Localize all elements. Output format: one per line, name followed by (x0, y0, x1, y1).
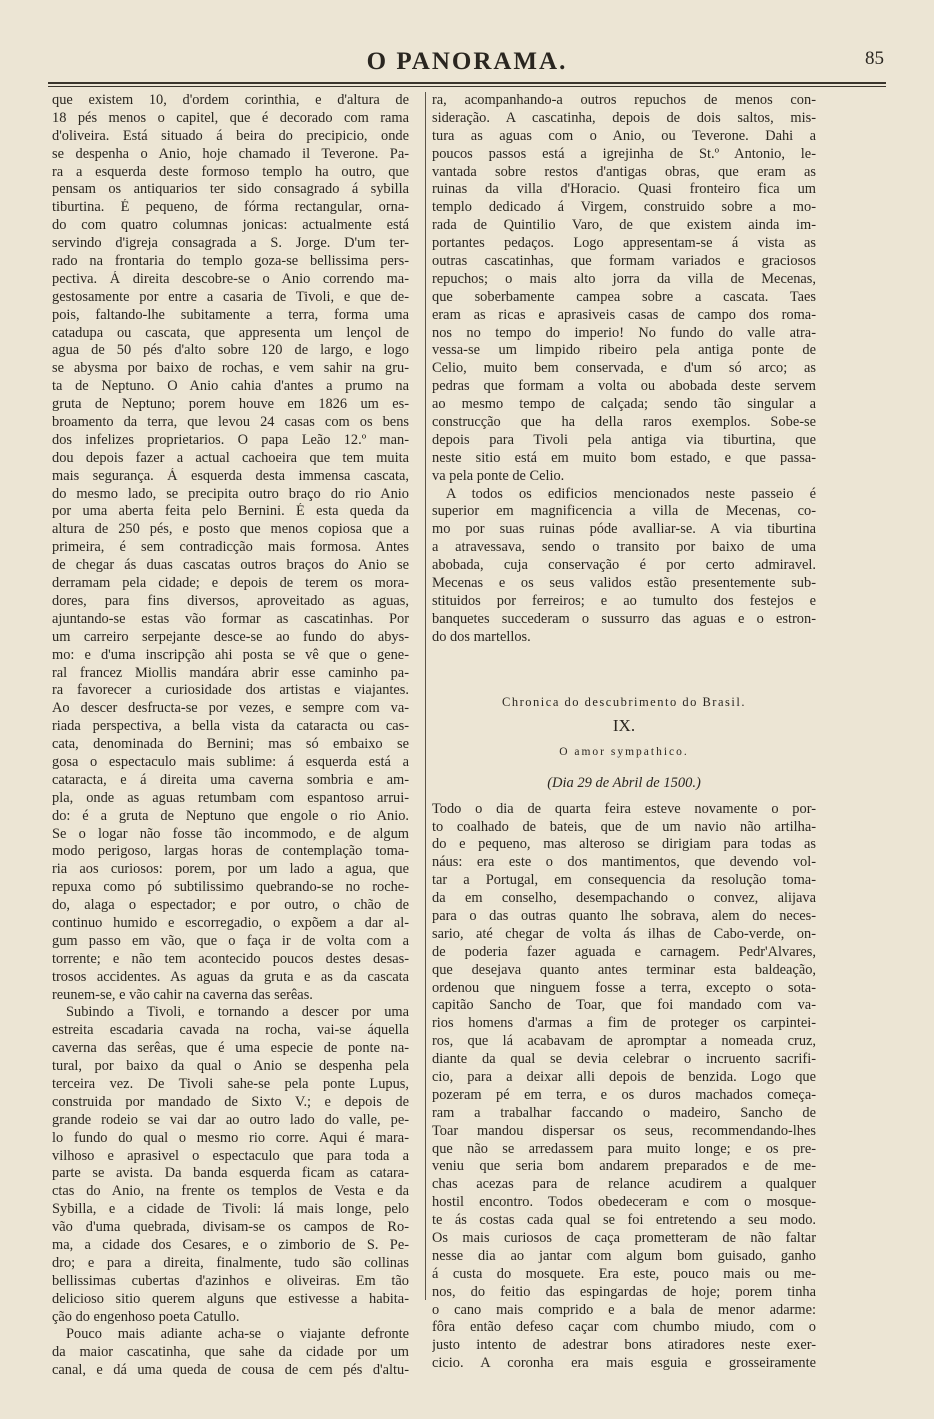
text-line: Os mais curiosos de caça prometteram de não faltar (432, 1229, 816, 1246)
text-line: tura as aguas com o Anio, ou Teverone. Dahi a (432, 127, 816, 144)
text-line: stituidos por ferreiros; e ao tumulto dos festejos e (432, 592, 816, 609)
text-line: que desejava quanto antes terminar esta baldeação, (432, 961, 816, 978)
section-date: (Dia 29 de Abril de 1500.) (547, 774, 701, 791)
text-line: do e pequeno, mas alteroso se dirigiam para todas as (432, 836, 816, 853)
page-number: 85 (865, 48, 884, 69)
section-spacer (432, 647, 816, 691)
text-line: diante da qual se devia celebrar o incruento sacrifi- (432, 1051, 816, 1068)
text-line: repuchos; o mais alto jorra da villa de Mecenas, (432, 270, 816, 287)
text-line: d'oliveira. Está situado á beira do precipicio, onde (52, 127, 409, 144)
text-line: caverna das serêas, que é uma especie de ponte na- (52, 1040, 409, 1057)
text-line: que soberbamente campea sobre a cascata. Taes (432, 288, 816, 305)
text-line: primeira, é sem contradicção mais formosa. Antes (52, 539, 409, 556)
text-line: servindo d'igreja consagrada a S. Jorge. D'um ter- (52, 235, 409, 252)
header-rule-thin (48, 86, 886, 87)
text-line: Todo o dia de quarta feira esteve novamente o por- (432, 800, 816, 817)
left-column (52, 92, 409, 1380)
text-line: estreita escadaria cavada na rocha, vai-se áquella (52, 1022, 409, 1039)
text-line: depois para Tivoli pela antiga via tiburtina, que (432, 431, 816, 448)
section-subtitle: O amor sympathico. (559, 745, 689, 758)
text-line: ta de Neptuno. O Anio cahia d'antes a prumo na (52, 378, 409, 395)
text-line: da em conselho, desempachando o convez, alijava (432, 890, 816, 907)
right-column-bottom-text (432, 801, 816, 1374)
text-line: lo fundo do qual o mesmo rio corre. Aqui é mara- (52, 1129, 409, 1146)
text-line: pois, faltando-lhe subitamente a terra, forma uma (52, 306, 409, 323)
text-line: construida por mandado de Sixto V.; e depois de (52, 1093, 409, 1110)
text-line: torrente; e não tem acontecido poucos destes desas- (52, 950, 409, 967)
text-line: sideração. A cascatinha, depois de dois saltos, mis- (432, 109, 816, 126)
text-line: cio, para a deixar alli depois de benzida. Logo que (432, 1068, 816, 1085)
text-line: cata, denominada do Bernini; mas só embaixo se (52, 736, 409, 753)
text-line: banquetes succederam o sussurro das aguas e o estron- (432, 610, 816, 627)
text-line: pensam os antiquarios ter sido consagrado á sybilla (52, 181, 409, 198)
text-line: mais segurança. Á esquerda desta immensa cascata, (52, 467, 409, 484)
text-line: que não se arredassem para muito longe; e os pre- (432, 1140, 816, 1157)
text-line: agua de 50 pés d'alto sobre 120 de largo, e logo (52, 342, 409, 359)
text-line: canal, e dá uma queda de cousa de cem pés d'altu- (52, 1362, 409, 1379)
text-line: poucos passos está a igrejinha de St.º Antonio, le- (432, 145, 816, 162)
text-line: Sybilla, e a cidade de Tivoli: lá mais longe, pelo (52, 1201, 409, 1218)
text-line: veniu que seria bom andarem preparados e de me- (432, 1158, 816, 1175)
text-line: nesse dia ao jantar com algum bom guisado, ganho (432, 1247, 816, 1264)
text-line: tiburtina. É pequeno, de fórma rectangular, orna- (52, 199, 409, 216)
text-line: á custa do mosquete. Era este, pouco mais ou me- (432, 1265, 816, 1282)
text-line: Mecenas e os seus validos estão presentemente sub- (432, 575, 816, 592)
text-line: o cano mais comprido e a bala de menor adarme: (432, 1301, 816, 1318)
text-line: dores, para fins diversos, aproveitado as aguas, (52, 592, 409, 609)
text-line: rada de Quintilio Varo, de que existem ainda im- (432, 217, 816, 234)
text-line: dou depois fazer a actual cachoeira que tem muita (52, 449, 409, 466)
text-line: ra favorecer a curiosidade dos artistas e viajantes. (52, 682, 409, 699)
text-line: se despenha o Anio, hoje chamado il Teverone. Pa- (52, 145, 409, 162)
text-line: Se o logar não fosse tão incommodo, e de algum (52, 825, 409, 842)
text-line: do dos martellos. (432, 628, 531, 645)
text-line: vão d'uma quebrada, divisam-se os campos de Ro- (52, 1219, 409, 1236)
text-line: ordenou que ninguem fosse a terra, excepto o sota- (432, 979, 816, 996)
text-line: vessa-se um limpido ribeiro pela antiga ponte de (432, 342, 816, 359)
text-line: sario, até chegar de volta ás ilhas de Cabo-verde, on- (432, 925, 816, 942)
text-line: gosa o espectaculo mais sublime: á esquerda está a (52, 753, 409, 770)
text-line: pozeram pé em terra, e os duros machados começa- (432, 1086, 816, 1103)
text-line: fôra então defeso caçar com chumbo miudo, com o (432, 1319, 816, 1336)
text-line: parte se avista. Da banda esquerda ficam as catara- (52, 1165, 409, 1182)
text-line: modo perigoso, largas horas de contemplação toma- (52, 843, 409, 860)
text-line: va pela ponte de Celio. (432, 467, 565, 484)
text-line: ma, a cidade dos Cesares, e o zimborio de S. Pe- (52, 1237, 409, 1253)
text-line: que existem 10, d'ordem corinthia, e d'altura de (52, 92, 409, 108)
text-line: Ao descer desfructa-se por vezes, e sempre com va- (52, 700, 409, 717)
text-line: derramam pela cidade; e depois de terem os mora- (52, 575, 409, 592)
text-line: gum passo em vão, que o faça ir de volta com a (52, 932, 409, 949)
text-line: cataracta, e á direita uma caverna sombria e am- (52, 771, 409, 788)
text-line: Pouco mais adiante acha-se o viajante defronte (66, 1326, 409, 1343)
text-line: ra a esquerda deste formoso templo ha outro, que (52, 163, 409, 180)
text-line: gestosamente por entre a casaria de Tivoli, e que de- (52, 288, 409, 305)
text-line: gruta de Neptuno; porem houve em 1826 um es- (52, 396, 409, 413)
text-line: justo intento de adestrar bons atiradores neste exer- (432, 1337, 816, 1354)
text-line: chas acezas para de relance acudirem a qualquer (432, 1176, 816, 1193)
column-divider (425, 92, 426, 1300)
text-line: te ás costas cada qual se foi entretendo a seu modo. (432, 1212, 816, 1229)
text-line: ram a trabalhar faccando o madeiro, Sancho de (432, 1104, 816, 1121)
text-line: pectiva. Á direita descobre-se o Anio correndo ma- (52, 270, 409, 287)
text-line: ção do engenhoso poeta Catullo. (52, 1308, 240, 1325)
text-line: do mesmo lado, se precipita outro braço do rio Anio (52, 485, 409, 502)
text-line: rios homens d'armas a fim de proteger os carpintei- (432, 1015, 816, 1032)
text-line: superior em magnificencia a villa de Mecenas, co- (432, 503, 816, 520)
text-line: do com quatro columnas jonicas: actualmente está (52, 217, 409, 234)
text-line: neste sitio está em muito bom estado, e que passa- (432, 449, 816, 466)
page-title: O PANORAMA. (366, 48, 568, 75)
text-line: catadupa ou cascata, que appresenta um lençol de (52, 324, 409, 341)
header-rule (48, 82, 886, 84)
text-line: hostil encontro. Todos obedeceram e com o mosque- (432, 1194, 816, 1211)
text-line: para o das outras quanto lhe sobrava, alem do neces- (432, 907, 816, 924)
right-column (432, 92, 816, 1373)
text-line: to coalhado de bateis, que de um navio não artilha- (432, 818, 816, 835)
text-line: reunem-se, e vão cahir na caverna das serêas. (52, 986, 313, 1003)
text-line: ral francez Miollis mandára abrir esse caminho pa- (52, 664, 409, 681)
text-line: outras cascatinhas, que formam variados e graciosos (432, 253, 816, 270)
text-line: ao mesmo tempo de calçada; sendo tão singular a (432, 396, 816, 413)
text-line: um carreiro serpejante desce-se ao fundo do abys- (52, 628, 409, 645)
text-line: Toar mandou dispersar os seus, recommendando-lhes (432, 1122, 816, 1139)
text-line: se abysma por baixo de rochas, e vem sahir na gru- (52, 360, 409, 377)
text-line: mo: e d'uma inscripção ahi posta se vê que o gene- (52, 646, 409, 663)
text-line: náus: era este o dos mantimentos, que devendo vol- (432, 854, 816, 871)
text-line: trosos accidentes. As aguas da gruta e as da cascata (52, 968, 409, 985)
text-line: pla, onde as aguas retumbam com espantoso arrui- (52, 789, 409, 806)
text-line: A todos os edificios mencionados neste passeio é (446, 485, 816, 502)
text-line: por uma aberta feita pelo Bernini. É esta queda da (52, 503, 409, 520)
section-number: IX. (612, 715, 636, 735)
text-line: broamento da terra, que levou 24 casas com os bens (52, 414, 409, 431)
text-line: construcção que ha della raros exemplos. Sobe-se (432, 414, 816, 431)
text-line: tural, por baixo da qual o Anio se despenha pela (52, 1058, 409, 1075)
text-line: nos no tempo do imperio! No fundo do valle atra- (432, 324, 816, 341)
text-line: delicioso sitio querem alguns que estivesse a habita- (52, 1290, 409, 1307)
text-line: capitão Sancho de Toar, que foi mandado com va- (432, 997, 816, 1014)
text-line: de chegar ás duas cascatas outros braços do Anio se (52, 557, 409, 574)
text-line: ruinas da villa d'Horacio. Quasi fronteiro fica um (432, 181, 816, 198)
text-line: cicio. A coronha era mais esguia e grosseiramente (432, 1355, 816, 1372)
text-line: Subindo a Tivoli, e tornando a descer por uma (66, 1004, 409, 1021)
text-line: nos, do feitio das espingardas de hoje; porem tinha (432, 1283, 816, 1300)
text-line: riada perspectiva, a bella vista da cataracta ou cas- (52, 718, 409, 735)
text-line: do, alaga o espectador; e por outro, o chão de (52, 897, 409, 914)
text-line: vantada sobre restos d'antigas obras, que eram as (432, 163, 816, 180)
right-column-top-text (432, 92, 816, 647)
text-line: continuo humido e escorregadio, o expõem a dar al- (52, 914, 409, 931)
text-line: portantes pedaços. Logo appresentam-se á vista as (432, 235, 816, 252)
text-line: tar a Portugal, em consequencia da resolução toma- (432, 872, 816, 889)
text-line: grande rodeio se vai dar ao outro lado do valle, pe- (52, 1111, 409, 1128)
text-line: abobada, cuja conservação é por certo admiravel. (432, 557, 816, 574)
text-line: terceira vez. De Tivoli sahe-se pela ponte Lupus, (52, 1075, 409, 1092)
text-line: pedras que formam a volta ou abobada deste servem (432, 378, 816, 395)
text-line: 18 pés menos o capitel, que é decorado com rama (52, 109, 409, 126)
text-line: eram as ricas e aprasiveis casas de campo dos roma- (432, 306, 816, 323)
text-line: mo por suas ruinas póde avalliar-se. A via tiburtina (432, 521, 816, 538)
text-line: repuxa como pó subtilissimo quebrando-se no roche- (52, 879, 409, 896)
text-line: de poderia fazer aguada e carnagem. Pedr'Alvares, (432, 943, 816, 960)
text-line: vilhoso e aprasivel o espectaculo que para toda a (52, 1147, 409, 1164)
text-line: rado na frontaria do templo goza-se bellissima pers- (52, 253, 409, 270)
section-heading: Chronica do descubrimento do Brasil. (502, 694, 746, 709)
text-line: templo dedicado á Virgem, construido sobre a mo- (432, 199, 816, 216)
text-line: dos infelizes proprietarios. O papa Leão 12.º man- (52, 431, 409, 448)
text-line: da maior cascatinha, que sahe da cidade por um (52, 1344, 409, 1361)
text-line: ctas do Anio, na frente os templos de Vesta e da (52, 1183, 409, 1200)
text-line: a atravessava, sendo o transito por baixo de uma (432, 539, 816, 556)
text-line: dro; e para a direita, finalmente, tudo são collinas (52, 1254, 409, 1271)
text-line: ria aos curiosos: porem, por um lado a agua, que (52, 861, 409, 878)
text-line: ajuntando-se estas vão formar as cascatinhas. Por (52, 610, 409, 627)
text-line: do: é a gruta de Neptuno que engole o rio Anio. (52, 807, 409, 824)
text-line: Celio, muito bem conservada, e d'um só arco; as (432, 360, 816, 377)
text-line: altura de 250 pés, e posto que menos copiosa que a (52, 521, 409, 538)
text-line: bellissimas cubertas d'azinhos e oliveiras. Em tão (52, 1272, 409, 1289)
text-line: ra, acompanhando-a outros repuchos de menos con- (432, 92, 816, 108)
text-line: ros, que lá acabavam de apromptar a nomeada cruz, (432, 1033, 816, 1050)
